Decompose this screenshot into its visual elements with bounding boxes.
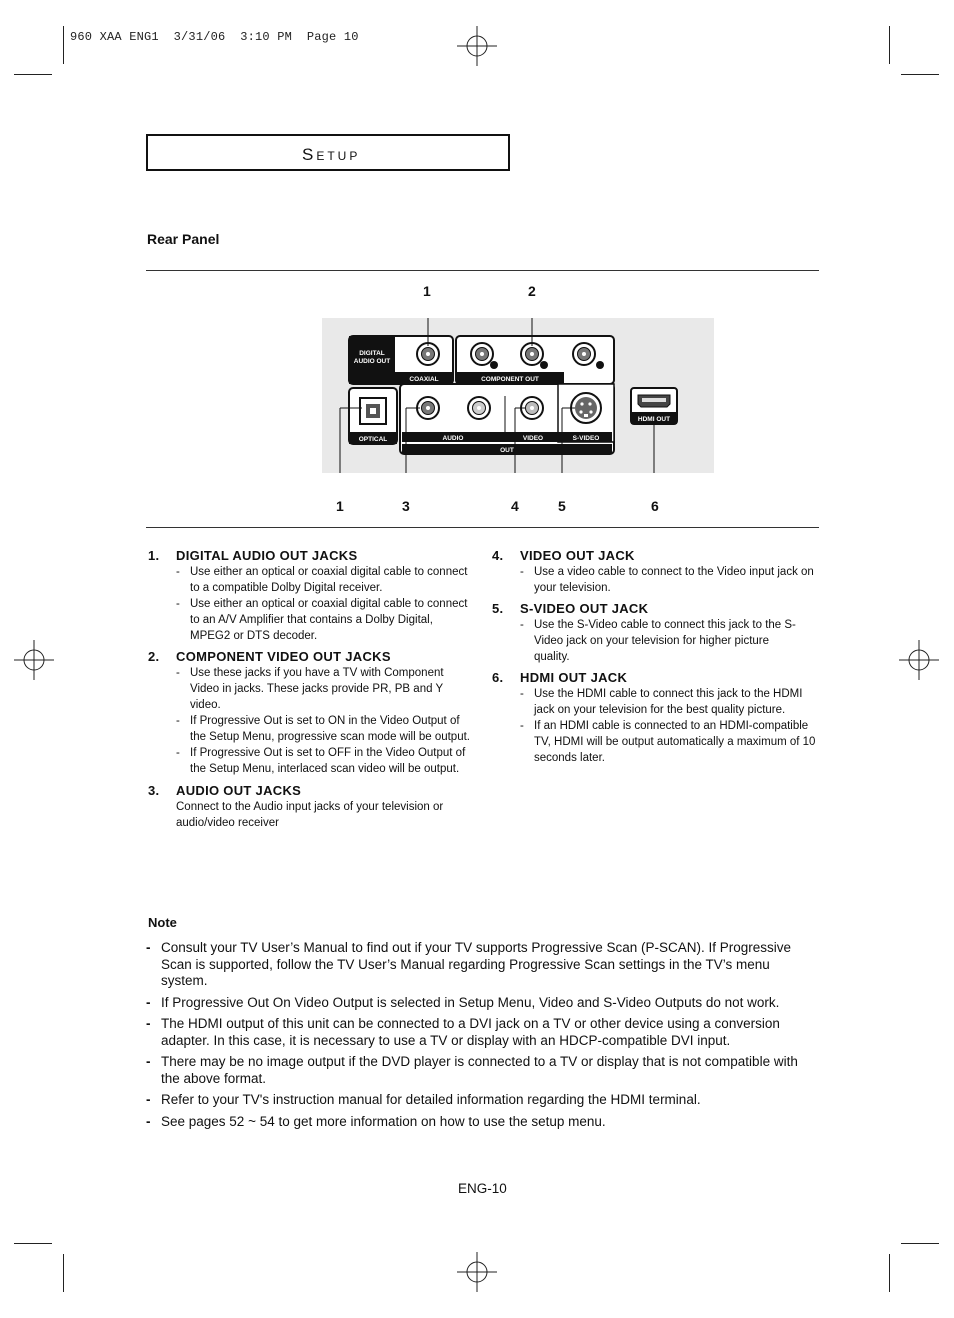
- crop-mark: [901, 74, 939, 75]
- left-column: [148, 548, 474, 831]
- rear-panel-illustration: [322, 318, 714, 473]
- svideo-label: S-VIDEO: [572, 435, 600, 442]
- section-heading: 4. VIDEO OUT JACK: [492, 548, 635, 563]
- video-label: VIDEO: [522, 435, 544, 442]
- section-heading: 3. AUDIO OUT JACKS: [148, 783, 302, 798]
- bullet-item: - If Progressive Out is set to OFF in the Video Output of the Setup Menu, interlaced scan video will be output.: [176, 745, 474, 777]
- section-heading: 6. HDMI OUT JACK: [492, 670, 628, 685]
- section-heading: 5. S-VIDEO OUT JACK: [492, 601, 649, 616]
- section-svideo-out: [492, 601, 820, 665]
- section-text: Connect to the Audio input jacks of your television or audio/video receiver: [176, 801, 444, 829]
- note-item: - If Progressive Out On Video Output is selected in Setup Menu, Video and S-Video Outputs do not work.: [146, 995, 816, 1012]
- digital-label-1: DIGITAL: [359, 350, 385, 357]
- svideo-jack-icon: [571, 393, 601, 423]
- bullet-item: - Use a video cable to connect to the Video input jack on your television.: [520, 564, 820, 596]
- callout-3-bottom: 3: [402, 498, 410, 514]
- right-column: [492, 548, 820, 766]
- callout-2-top: 2: [528, 283, 536, 299]
- page-number: ENG-10: [458, 1181, 507, 1196]
- print-slug: 960 XAA ENG1 3/31/06 3:10 PM Page 10: [70, 30, 359, 44]
- component-out-label: COMPONENT OUT: [481, 376, 539, 383]
- out-label: OUT: [500, 447, 514, 454]
- bullet-item: - Use the HDMI cable to connect this jack to the HDMI jack on your television for the best quality picture.: [520, 686, 820, 718]
- crop-mark: [63, 1254, 64, 1292]
- note-item: - There may be no image output if the DVD player is connected to a TV or display that is not compatible with the above format.: [146, 1054, 816, 1087]
- crop-mark: [63, 26, 64, 64]
- divider: [146, 527, 819, 528]
- bullet-item: - Use the S-Video cable to connect this jack to the S-Video jack on your television for higher picture quality.: [520, 617, 796, 665]
- crop-mark: [889, 1254, 890, 1292]
- note-heading: Note: [148, 915, 177, 930]
- bullet-item: - Use these jacks if you have a TV with Component Video in jacks. These jacks provide PR, PB and Y video.: [176, 665, 474, 713]
- bullet-item: - Use either an optical or coaxial digital cable to connect to a compatible Dolby Digital receiver.: [176, 564, 474, 596]
- audio-r-jack-icon: [417, 397, 439, 419]
- audio-l-jack-icon: [468, 397, 490, 419]
- bullet-item: - Use either an optical or coaxial digital cable to connect to an A/V Amplifier that contains a Dolby Digital, MPEG2 or DTS decoder.: [176, 596, 474, 644]
- section-digital-audio: [148, 548, 474, 644]
- optical-label: OPTICAL: [358, 436, 388, 443]
- registration-mark-icon: [899, 640, 939, 680]
- notes-list: [146, 940, 816, 1135]
- hdmi-out-label: HDMI OUT: [637, 416, 671, 423]
- section-heading: 1. DIGITAL AUDIO OUT JACKS: [148, 548, 358, 563]
- note-item: - Consult your TV User’s Manual to find out if your TV supports Progressive Scan (P-SCAN). If Progressive Scan is supported, follow the TV User’s Manual regarding Progressive Scan settings in the TV’s menu system.: [146, 940, 816, 990]
- registration-mark-icon: [457, 1252, 497, 1292]
- coaxial-label: COAXIAL: [409, 376, 439, 383]
- section-video-out: [492, 548, 820, 596]
- crop-mark: [901, 1243, 939, 1244]
- note-item: - The HDMI output of this unit can be connected to a DVI jack on a TV or other device using a conversion adapter. In this case, it is necessary to use a TV or display with an HDCP-compatible DVI input.: [146, 1016, 816, 1049]
- registration-mark-icon: [14, 640, 54, 680]
- callout-6-bottom: 6: [651, 498, 659, 514]
- note-item: - See pages 52 ~ 54 to get more information on how to use the setup menu.: [146, 1114, 816, 1131]
- bullet-item: - If an HDMI cable is connected to an HDMI-compatible TV, HDMI will be output automatically a maximum of 10 seconds later.: [520, 718, 820, 766]
- section-hdmi-out: [492, 670, 820, 766]
- bullet-item: - If Progressive Out is set to ON in the Video Output of the Setup Menu, progressive scan mode will be output.: [176, 713, 474, 745]
- page-heading: Rear Panel: [147, 231, 220, 247]
- section-title-box: [146, 134, 510, 171]
- optical-jack-icon: [360, 398, 386, 424]
- section-audio-out: [148, 783, 474, 831]
- callout-1-top: 1: [423, 283, 431, 299]
- hdmi-jack-icon: [638, 395, 670, 407]
- registration-mark-icon: [457, 26, 497, 66]
- section-component-video: [148, 649, 474, 777]
- section-title: Setup: [302, 145, 361, 164]
- section-heading: 2. COMPONENT VIDEO OUT JACKS: [148, 649, 391, 664]
- crop-mark: [14, 74, 52, 75]
- digital-label-2: AUDIO OUT: [353, 358, 391, 365]
- callout-1-bottom: 1: [336, 498, 344, 514]
- callout-4-bottom: 4: [511, 498, 519, 514]
- crop-mark: [14, 1243, 52, 1244]
- audio-label: AUDIO: [442, 435, 464, 442]
- coaxial-jack-icon: [417, 343, 439, 365]
- callout-5-bottom: 5: [558, 498, 566, 514]
- divider: [146, 270, 819, 271]
- crop-mark: [889, 26, 890, 64]
- note-item: - Refer to your TV's instruction manual for detailed information regarding the HDMI terminal.: [146, 1092, 816, 1109]
